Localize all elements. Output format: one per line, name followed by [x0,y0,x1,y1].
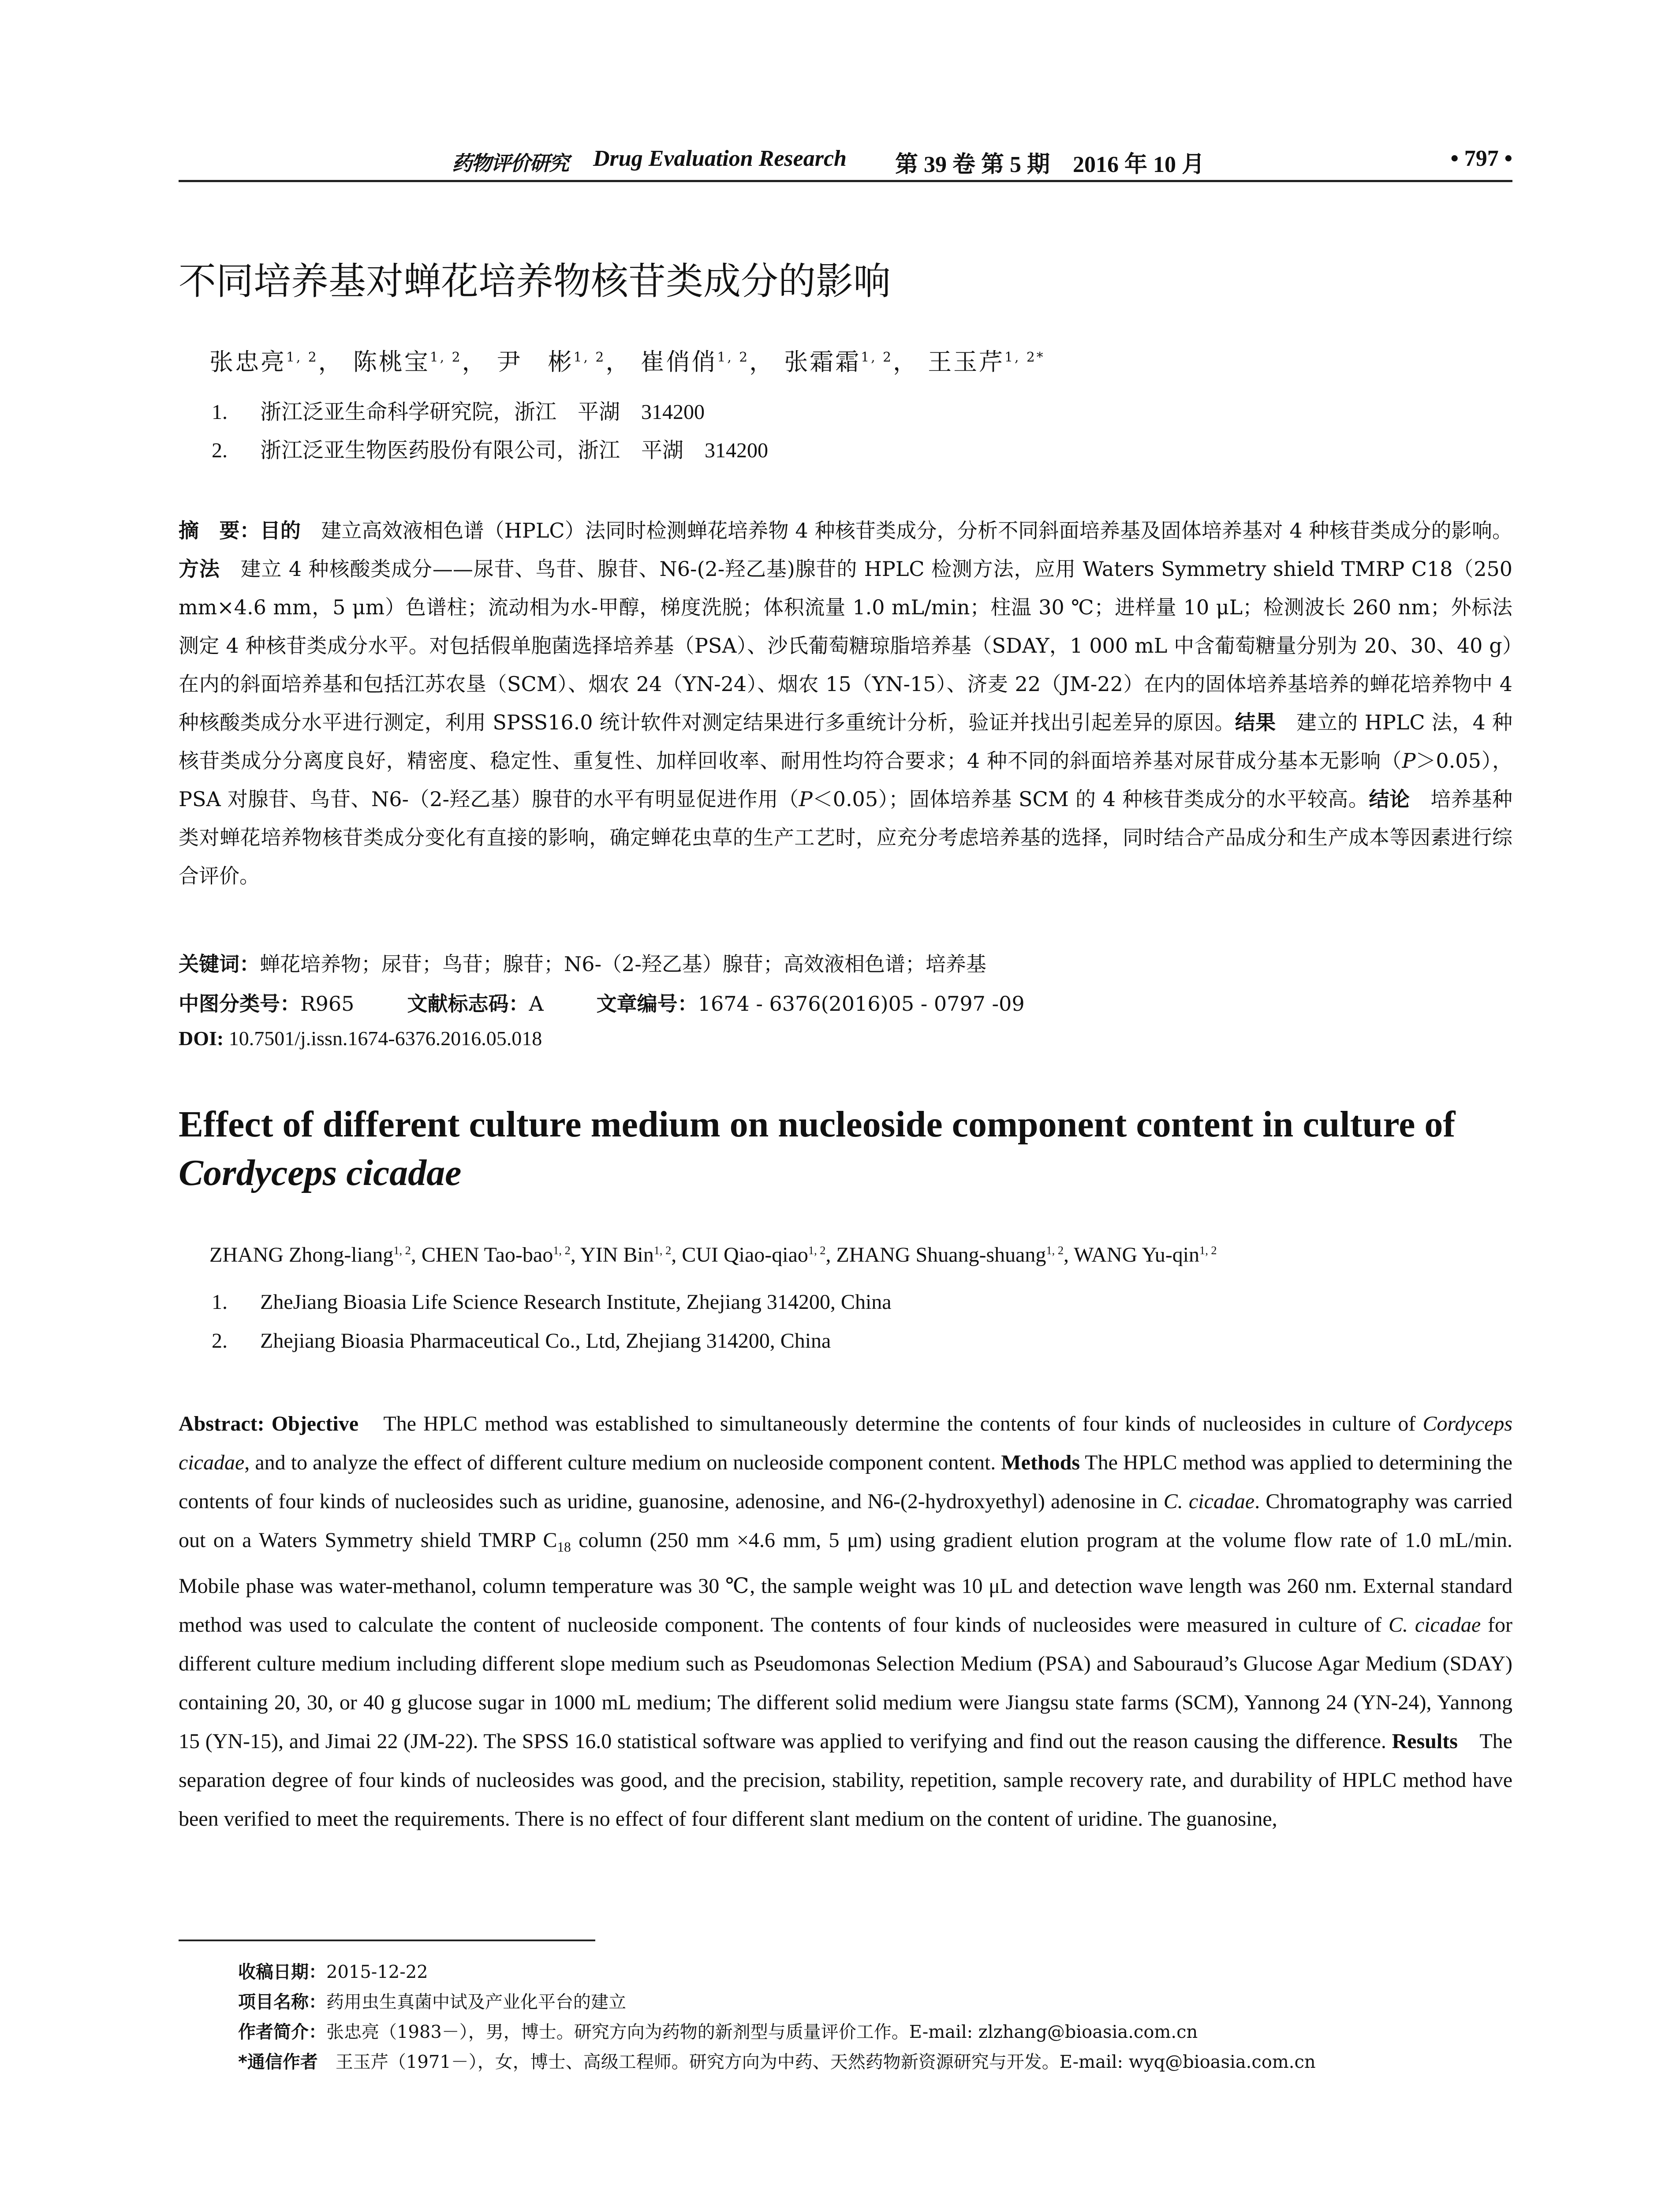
footnote-corresponding [238,2048,1316,2073]
author-en: ZHANG Shuang-shuang [836,1243,1046,1267]
keywords-line [179,948,986,977]
methods-label-en: Methods [1001,1451,1080,1474]
methods-label: 方法 [179,557,220,581]
affiliation-en [212,1290,892,1314]
abstract-cn [179,512,1512,895]
author-en: YIN Bin [580,1243,654,1267]
abstract-en-text: The HPLC method was established to simultaneously determine the contents of four kinds of nucleosides in culture of [358,1412,1423,1435]
affiliation-text: Zhejiang Bioasia Pharmaceutical Co., Ltd, Zhejiang 314200, China [260,1329,831,1353]
title-cn: 不同培养基对蝉花培养物核苷类成分的影响 [179,260,891,303]
abstract-en-label: Abstract: Objective [179,1412,359,1435]
author-affiliation-mark: 1, 2 [861,350,893,365]
title-en-species: Cordyceps cicadae [179,1152,462,1193]
doi-line [179,1027,542,1050]
results-label-en: Results [1392,1729,1458,1753]
author-affiliation-mark: 1, 2 [393,1244,411,1257]
footnote-text: 张忠亮（1983－），男，博士。研究方向为药物的新剂型与质量评价工作。E-mail: zlzhang@bioasia.com.cn [326,2022,1198,2042]
affiliation-en [212,1329,831,1353]
affiliation-number: 2. [212,1329,228,1353]
author-cn: 尹 彬 [497,348,574,376]
author-affiliation-mark: 1, 2 [1046,1244,1064,1257]
authors-en: ZHANG Zhong-liang$^{1, 2}$, CHEN Tao-bao$^{1, 2}$, YIN Bin$^{1, 2}$, CUI Qiao-qiao$^{1, 2}$, ZHANG Shuang-shuang$^{1, 2}$, WANG Yu-qin$^{1, 2}$ [209,1243,1217,1267]
affiliation-number: 1. [212,1290,228,1314]
doc-code-value: A [529,992,544,1016]
author-cn: 陈桃宝 [353,348,430,376]
classification-line [179,988,1025,1017]
title-en [179,1100,1512,1197]
article-number-label: 文章编号： [596,992,698,1016]
doi-label: DOI: [179,1027,224,1050]
journal-issue: 第 39 卷 第 5 期 2016 年 10 月 [895,152,1205,177]
affiliation-number: 1. [212,400,228,424]
abstract-results: ＞0.05），PSA 对腺苷、鸟苷、N6-（2-羟乙基）腺苷的水平有明显促进作用（ [179,749,1513,811]
author-en: WANG Yu-qin [1074,1243,1200,1267]
footnote-project [238,1988,626,2013]
footnote-label: 收稿日期： [238,1962,326,1982]
keywords-label: 关键词： [179,952,260,976]
author-en: CHEN Tao-bao [421,1243,553,1267]
affiliation-text: ZheJiang Bioasia Life Science Research Institute, Zhejiang 314200, China [260,1290,892,1314]
author-affiliation-mark: 1, 2 [286,350,318,365]
author-cn: 张忠亮 [209,348,286,376]
author-affiliation-mark: 1, 2 [1199,1244,1217,1257]
results-label: 结果 [1235,710,1276,734]
p-value-symbol: P [799,787,813,811]
footnote-author-bio [238,2018,1198,2043]
author-affiliation-mark: 1, 2* [1004,350,1045,365]
author-affiliation-mark: 1, 2 [653,1244,672,1257]
footnote-label: 项目名称： [238,1992,326,2012]
author-cn: 崔俏俏 [640,348,717,376]
species-name: C. cicadae [1388,1613,1481,1637]
journal-logo: 药物评价研究 [452,151,568,175]
abstract-en [179,1405,1512,1839]
abstract-en-text: , and to analyze the effect of different culture medium on nucleoside component content. [244,1451,1001,1474]
abstract-objective: 建立高效液相色谱（HPLC）法同时检测蝉花培养物 4 种核苷类成分，分析不同斜面培养基及固体培养基对 4 种核苷类成分的影响。 [301,519,1513,542]
conclusion-label: 结论 [1369,787,1410,811]
author-cn: 王玉芹 [928,348,1005,376]
clc-label: 中图分类号： [179,992,300,1016]
species-name: C. cicadae [1163,1490,1255,1513]
abstract-en-text: for different culture medium including different slope medium such as Pseudomonas Selection Medium (PSA) and Sabouraud’s Glucose Agar Medium (SDAY) containing 20, 30, or 40 g glucose sugar in 1000 mL medium; The different solid medium were Jiangsu state farms (SCM), Yannong 24 (YN-24), Yannong 15 (YN-15), and Jimai 22 (JM-22). The SPSS 16.0 statistical software was applied to verifying and find out the reason causing the difference. [179,1613,1513,1753]
footnote-divider [179,1940,595,1941]
doc-code-label: 文献标志码： [407,992,529,1016]
title-en-main: Effect of different culture medium on nucleoside component content in culture of [179,1104,1456,1145]
affiliation-cn [212,395,705,425]
author-affiliation-mark: 1, 2 [808,1244,826,1257]
author-affiliation-mark: 1, 2 [717,350,750,365]
abstract-results: 建立的 HPLC 法，4 种核苷类成分分离度良好，精密度、稳定性、重复性、加样回收率、耐用性均符合要求；4 种不同的斜面培养基对尿苷成分基本无影响（ [179,710,1512,773]
species-name: Cordyceps cicadae [179,1412,1512,1474]
journal-name: Drug Evaluation Research [593,146,847,171]
page-number: • 797 • [1450,146,1512,171]
abstract-results: ＜0.05）；固体培养基 SCM 的 4 种核苷类成分的水平较高。 [812,787,1369,811]
footnote-label: *通信作者 [238,2052,318,2072]
footnote-text: 2015-12-22 [326,1962,428,1982]
author-affiliation-mark: 1, 2 [573,350,606,365]
author-cn: 张霜霜 [784,348,861,376]
objective-label: 目的 [260,519,301,542]
abstract-en-text: The separation degree of four kinds of nucleosides was good, and the precision, stability, repetition, sample recovery rate, and durability of HPLC method have been verified to meet the requirements. There is no effect of four different slant medium on the content of uridine. The guanosine, [179,1729,1512,1831]
article-number-value: 1674 - 6376(2016)05 - 0797 -09 [698,992,1025,1016]
running-header [179,140,1512,182]
keywords-text: 蝉花培养物；尿苷；鸟苷；腺苷；N6-（2-羟乙基）腺苷；高效液相色谱；培养基 [260,952,986,976]
abstract-en-text: . Chromatography was carried out on a Waters Symmetry shield TMRP C [179,1490,1513,1552]
author-affiliation-mark: 1, 2 [429,350,462,365]
abstract-conclusion: 培养基种类对蝉花培养物核苷类成分变化有直接的影响，确定蝉花虫草的生产工艺时，应充分考虑培养基的选择，同时结合产品成分和生产成本等因素进行综合评价。 [179,787,1512,888]
footnote-label: 作者简介： [238,2022,326,2042]
affiliation-cn [212,433,768,463]
affiliation-text: 浙江泛亚生命科学研究院，浙江 平湖 314200 [260,400,705,424]
abstract-methods: 建立 4 种核酸类成分——尿苷、鸟苷、腺苷、N6-(2-羟乙基)腺苷的 HPLC 检测方法，应用 Waters Symmetry shield TMRP C18（250 mm×4.6 mm，5 μm）色谱柱；流动相为水-甲醇，梯度洗脱；体积流量 1.0 mL/min；柱温 30 ℃；进样量 10 μL；检测波长 260 nm；外标法测定 4 种核苷类成分水平。对包括假单胞菌选择培养基（PSA）、沙氏葡萄糖琼脂培养基（SDAY，1 000 mL 中含葡萄糖量分别为 20、30、40 g）在内的斜面培养基和包括江苏农垦（SCM）、烟农 24（YN-24）、烟农 15（YN-15）、济麦 22（JM-22）在内的固体培养基培养的蝉花培养物中 4 种核酸类成分水平进行测定，利用 SPSS16.0 统计软件对测定结果进行多重统计分析，验证并找出引起差异的原因。 [179,557,1513,734]
affiliation-number: 2. [212,439,228,462]
author-en: ZHANG Zhong-liang [209,1243,394,1267]
p-value-symbol: P [1402,749,1416,773]
subscript-18: 18 [557,1539,571,1555]
doi-value: 10.7501/j.issn.1674-6376.2016.05.018 [224,1027,542,1050]
clc-value: R965 [300,992,355,1016]
abstract-en-text: The HPLC method was applied to determining the contents of four kinds of nucleosides such as uridine, guanosine, adenosine, and N6-(2-hydroxyethyl) adenosine in [179,1451,1512,1513]
footnote-text: 药用虫生真菌中试及产业化平台的建立 [326,1992,626,2012]
authors-cn: 张忠亮$^{1, 2}$， 陈桃宝$^{1, 2}$， 尹 彬$^{1, 2}$， 崔俏俏$^{1, 2}$， 张霜霜$^{1, 2}$， 王玉芹$^{1, 2*}$ [209,348,1045,376]
author-affiliation-mark: 1, 2 [553,1244,571,1257]
footnote-text: 王玉芹（1971－），女，博士、高级工程师。研究方向为中药、天然药物新资源研究与开发。E-mail: wyq@bioasia.com.cn [317,2052,1316,2072]
affiliation-text: 浙江泛亚生物医药股份有限公司，浙江 平湖 314200 [260,439,769,462]
author-en: CUI Qiao-qiao [682,1243,808,1267]
abstract-label: 摘 要： [179,519,260,542]
footnote-received [238,1958,428,1983]
abstract-en-text: column (250 mm ×4.6 mm, 5 μm) using gradient elution program at the volume flow rate of 1.0 mL/min. Mobile phase was water-methanol, column temperature was 30 ℃, the sample weight was 10 μL and detection wave length was 260 nm. External standard method was used to calculate the content of nucleoside component. The contents of four kinds of nucleosides were measured in culture of [179,1529,1513,1637]
